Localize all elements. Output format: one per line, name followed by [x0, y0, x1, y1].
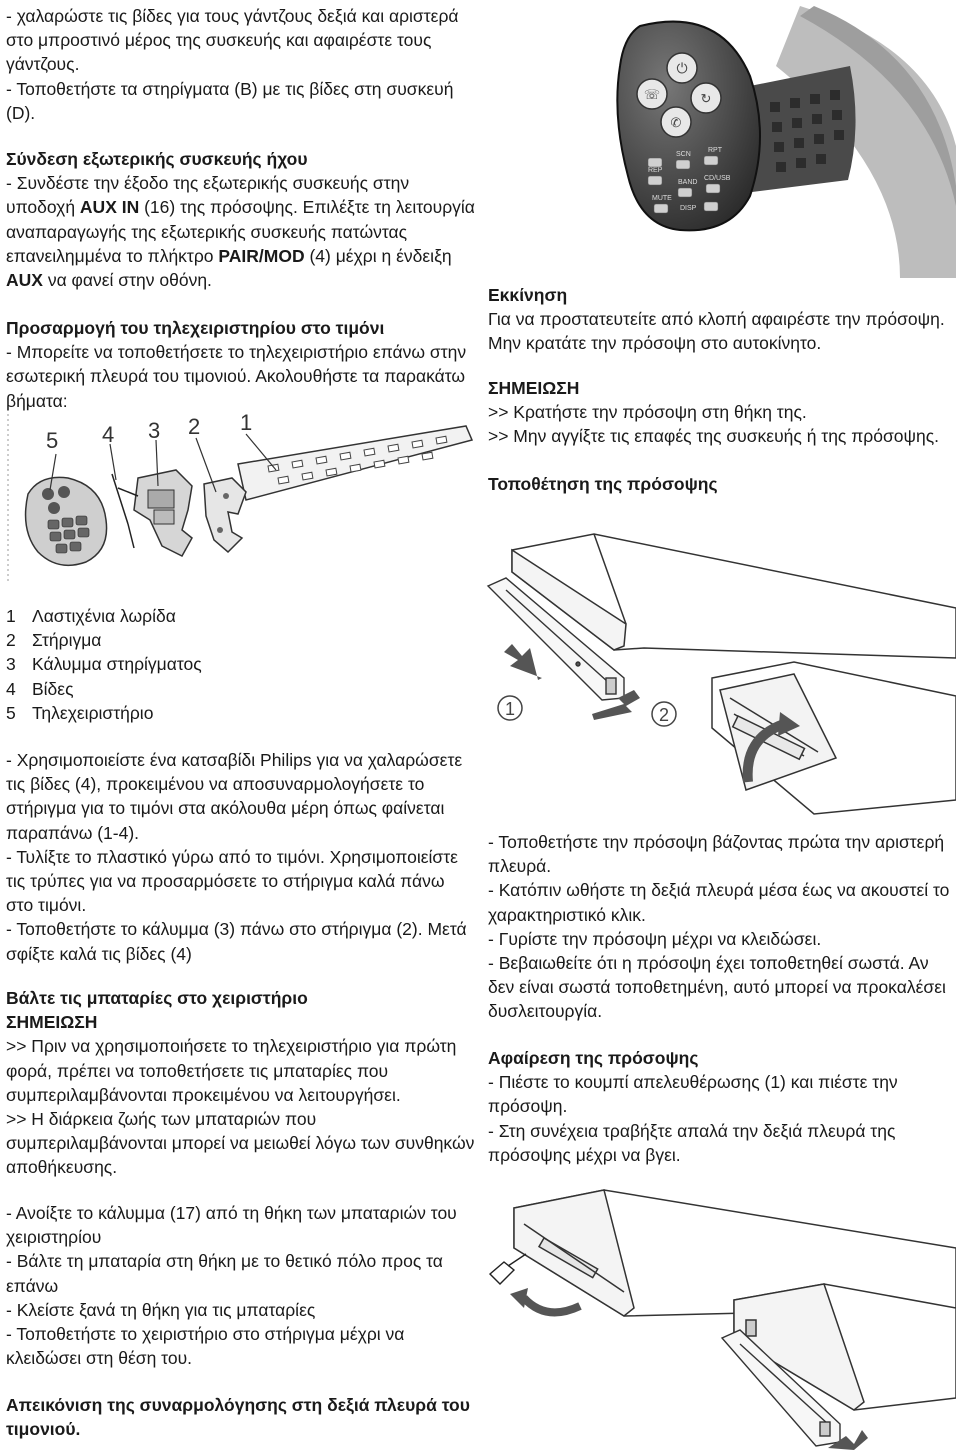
- start-section: [488, 283, 954, 356]
- aux-section: [6, 147, 475, 292]
- text-line: >> Η διάρκεια ζωής των μπαταριών που: [6, 1109, 317, 1130]
- screws: [112, 474, 138, 548]
- disassembly-steps: [6, 748, 476, 966]
- aux-heading: Σύνδεση εξωτερικής συσκευής ήχου: [6, 149, 308, 169]
- callout-4: 4: [102, 422, 115, 447]
- text-line: υποδοχή AUX IN (16) της πρόσοψης. Επιλέξτε τη λειτουργία: [6, 197, 475, 218]
- button-label: SCN: [676, 151, 691, 158]
- text-line: - Τυλίξτε το πλαστικό γύρω από το τιμόνι. Χρησιμοποιείστε: [6, 846, 458, 867]
- install-heading: Τοποθέτηση της πρόσοψης: [488, 474, 718, 494]
- button-label: BAND: [678, 179, 698, 186]
- text-line: - Συνδέστε την έξοδο της εξωτερικής συσκευής στην: [6, 173, 410, 194]
- assembly-caption: [6, 1393, 476, 1441]
- text-line: - Τοποθετήστε τα στηρίγματα (B) με τις βίδες στη συσκευή: [6, 78, 454, 99]
- list-item: 5 Τηλεχειριστήριο: [6, 702, 154, 723]
- text-line: γάντζους.: [6, 54, 80, 75]
- bracket: [204, 478, 246, 552]
- text-line: - Βεβαιωθείτε ότι η πρόσοψη έχει τοποθετηθεί σωστά. Αν: [488, 953, 929, 974]
- text-line: στο τιμόνι.: [6, 895, 87, 916]
- button-label: REP: [648, 167, 663, 174]
- text-line: δυσλειτουργία.: [488, 1001, 603, 1022]
- button-label: RPT: [708, 147, 722, 154]
- caption-line: Απεικόνιση της συναρμολόγησης στη δεξιά πλευρά του: [6, 1395, 470, 1415]
- bracket-cover: [134, 470, 192, 556]
- text-line: Για να προστατευτείτε από κλοπή αφαιρέστε την πρόσοψη.: [488, 309, 945, 330]
- pair-mod-label: PAIR/MOD: [218, 245, 305, 266]
- svg-text:↻: ↻: [700, 91, 712, 106]
- list-item: 2 Στήριγμα: [6, 630, 102, 651]
- remote-control: [26, 477, 107, 565]
- button-label: MUTE: [652, 195, 672, 202]
- text-line: - Τοποθετήστε την πρόσοψη βάζοντας πρώτα την αριστερή: [488, 832, 945, 852]
- text-line: - Πιέστε το κουμπί απελευθέρωσης (1) και πιέστε την: [488, 1072, 898, 1093]
- text-line: φορά, πρέπει να τοποθετήσετε τις μπαταρίες που: [6, 1060, 389, 1081]
- text-line: τις βίδες (4), προκειμένου να αποσυναρμολογήσετε το: [6, 774, 425, 795]
- mount-section: [6, 316, 466, 413]
- caption-line: τιμονιού.: [6, 1419, 81, 1440]
- text-line: στο μπροστινό μέρος της συσκευής και αφαιρέστε τους: [6, 30, 432, 51]
- text-line: αποθήκευσης.: [6, 1157, 118, 1178]
- removal-diagram: [484, 1188, 956, 1450]
- callout-5: 5: [46, 428, 59, 453]
- batteries-section: [6, 986, 476, 1180]
- remote-photo: [600, 6, 956, 278]
- callout-1: 1: [240, 412, 253, 435]
- release-arrow: [524, 1298, 580, 1312]
- text-line: - Μπορείτε να τοποθετήσετε το τηλεχειριστήριο επάνω στην: [6, 342, 467, 363]
- removal-heading: Αφαίρεση της πρόσοψης: [488, 1048, 699, 1068]
- text-line: επανειλημμένα το πλήκτρο PAIR/MOD (4) μέχρι η ένδειξη: [6, 245, 452, 266]
- text-line: παραπάνω (1-4).: [6, 822, 140, 843]
- note-section: [488, 376, 954, 449]
- text-line: - Ανοίξτε το κάλυμμα (17) από τη θήκη των μπαταριών του: [6, 1203, 457, 1223]
- mount-heading: Προσαρμογή του τηλεχειριστηρίου στο τιμόνι: [6, 318, 385, 338]
- removal-section: [488, 1046, 954, 1167]
- text-line: >> Πριν να χρησιμοποιήσετε το τηλεχειριστήριο για πρώτη: [6, 1036, 457, 1057]
- install-steps: [488, 830, 954, 1024]
- text-line: - Γυρίστε την πρόσοψη μέχρι να κλειδώσει.: [488, 928, 822, 949]
- svg-text:☏: ☏: [643, 87, 661, 102]
- install-diagram: [484, 528, 956, 818]
- step-label-2: 2: [659, 705, 670, 725]
- callout-3: 3: [148, 418, 161, 443]
- text-line: δεν είναι σωστά τοποθετημένη, αυτό μπορεί να προκαλέσει: [488, 977, 946, 998]
- aux-in-label: AUX IN: [79, 197, 140, 218]
- install-section: [488, 472, 954, 496]
- text-line: πλευρά.: [488, 856, 552, 877]
- car-unit-2: [712, 662, 956, 814]
- text-line: συμπεριλαμβάνονται μπορεί να μειωθεί λόγω των συνθηκών: [6, 1133, 475, 1154]
- svg-text:⏻: ⏻: [676, 60, 688, 76]
- text-line: επάνω: [6, 1275, 59, 1296]
- list-item: 3 Κάλυμμα στηρίγματος: [6, 654, 202, 675]
- screwdriver: [490, 1254, 526, 1284]
- text-line: αναπαραγωγής της εξωτερικής συσκευής πατώντας: [6, 221, 408, 242]
- text-line: - Κλείστε ξανά τη θήκη για τις μπαταρίες: [6, 1299, 316, 1320]
- text-line: - Κατόπιν ωθήστε τη δεξιά πλευρά μέσα έως να ακουστεί το: [488, 880, 950, 901]
- start-heading: Εκκίνηση: [488, 285, 568, 305]
- intro-text: [6, 4, 459, 125]
- text-line: (D).: [6, 102, 36, 123]
- text-line: σφίξτε καλά τις βίδες (4): [6, 943, 192, 964]
- parts-diagram: [6, 412, 478, 584]
- aux-label: AUX: [6, 270, 43, 291]
- list-item: 4 Βίδες: [6, 678, 74, 699]
- step-label-1: 1: [505, 699, 516, 719]
- text-line: τις τρύπες για να προσαρμόσετε το στήριγμα καλά πάνω: [6, 871, 445, 892]
- text-line: πρόσοψης μέχρι να βγει.: [488, 1144, 681, 1165]
- text-line: εσωτερική πλευρά του τιμονιού. Ακολουθήστε τα παρακάτω: [6, 366, 466, 387]
- text-line: στήριγμα για το τιμόνι στα ακόλουθα μέρη όπως φαίνεται: [6, 798, 445, 819]
- text-line: χαρακτηριστικό κλικ.: [488, 904, 646, 925]
- batteries-heading: Βάλτε τις μπαταρίες στο χειριστήριο: [6, 988, 308, 1008]
- text-line: κλειδώσει στη θέση του.: [6, 1348, 193, 1369]
- text-line: - Τοποθετήστε το χειριστήριο στο στήριγμα μέχρι να: [6, 1324, 405, 1345]
- text-line: συμπεριλαμβάνονται προκειμένου να λειτουργήσει.: [6, 1084, 401, 1105]
- button-label: DISP: [680, 205, 697, 212]
- text-line: - Χρησιμοποιείστε ένα κατσαβίδι Philips για να χαλαρώσετε: [6, 750, 463, 770]
- text-line: βήματα:: [6, 390, 68, 411]
- text-line: >> Μην αγγίξτε τις επαφές της συσκευής ή της πρόσοψης.: [488, 426, 940, 447]
- text-line: - χαλαρώστε τις βίδες για τους γάντζους δεξιά και αριστερά: [6, 6, 459, 26]
- text-line: πρόσοψη.: [488, 1096, 568, 1117]
- text-line: - Βάλτε τη μπαταρία στη θήκη με το θετικό πόλο προς τα: [6, 1251, 443, 1272]
- text-line: - Τοποθετήστε το κάλυμμα (3) πάνω στο στήριγμα (2). Μετά: [6, 919, 467, 940]
- rubber-strip: [238, 426, 472, 500]
- button-label: CD/USB: [704, 175, 731, 182]
- note-heading: ΣΗΜΕΙΩΣΗ: [488, 378, 580, 398]
- text-line: Μην κρατάτε την πρόσοψη στο αυτοκίνητο.: [488, 333, 822, 354]
- list-item: 1 Λαστιχένια λωρίδα: [6, 606, 176, 626]
- text-line: χειριστηρίου: [6, 1227, 102, 1248]
- text-line: >> Κρατήστε την πρόσοψη στη θήκη της.: [488, 402, 807, 423]
- battery-steps: [6, 1201, 476, 1370]
- text-line: - Στη συνέχεια τραβήξτε απαλά την δεξιά πλευρά της: [488, 1120, 896, 1141]
- svg-text:✆: ✆: [670, 115, 682, 130]
- parts-list: [6, 604, 476, 725]
- text-line: AUX να φανεί στην οθόνη.: [6, 270, 212, 291]
- note-heading: ΣΗΜΕΙΩΣΗ: [6, 1012, 98, 1033]
- callout-2: 2: [188, 414, 201, 439]
